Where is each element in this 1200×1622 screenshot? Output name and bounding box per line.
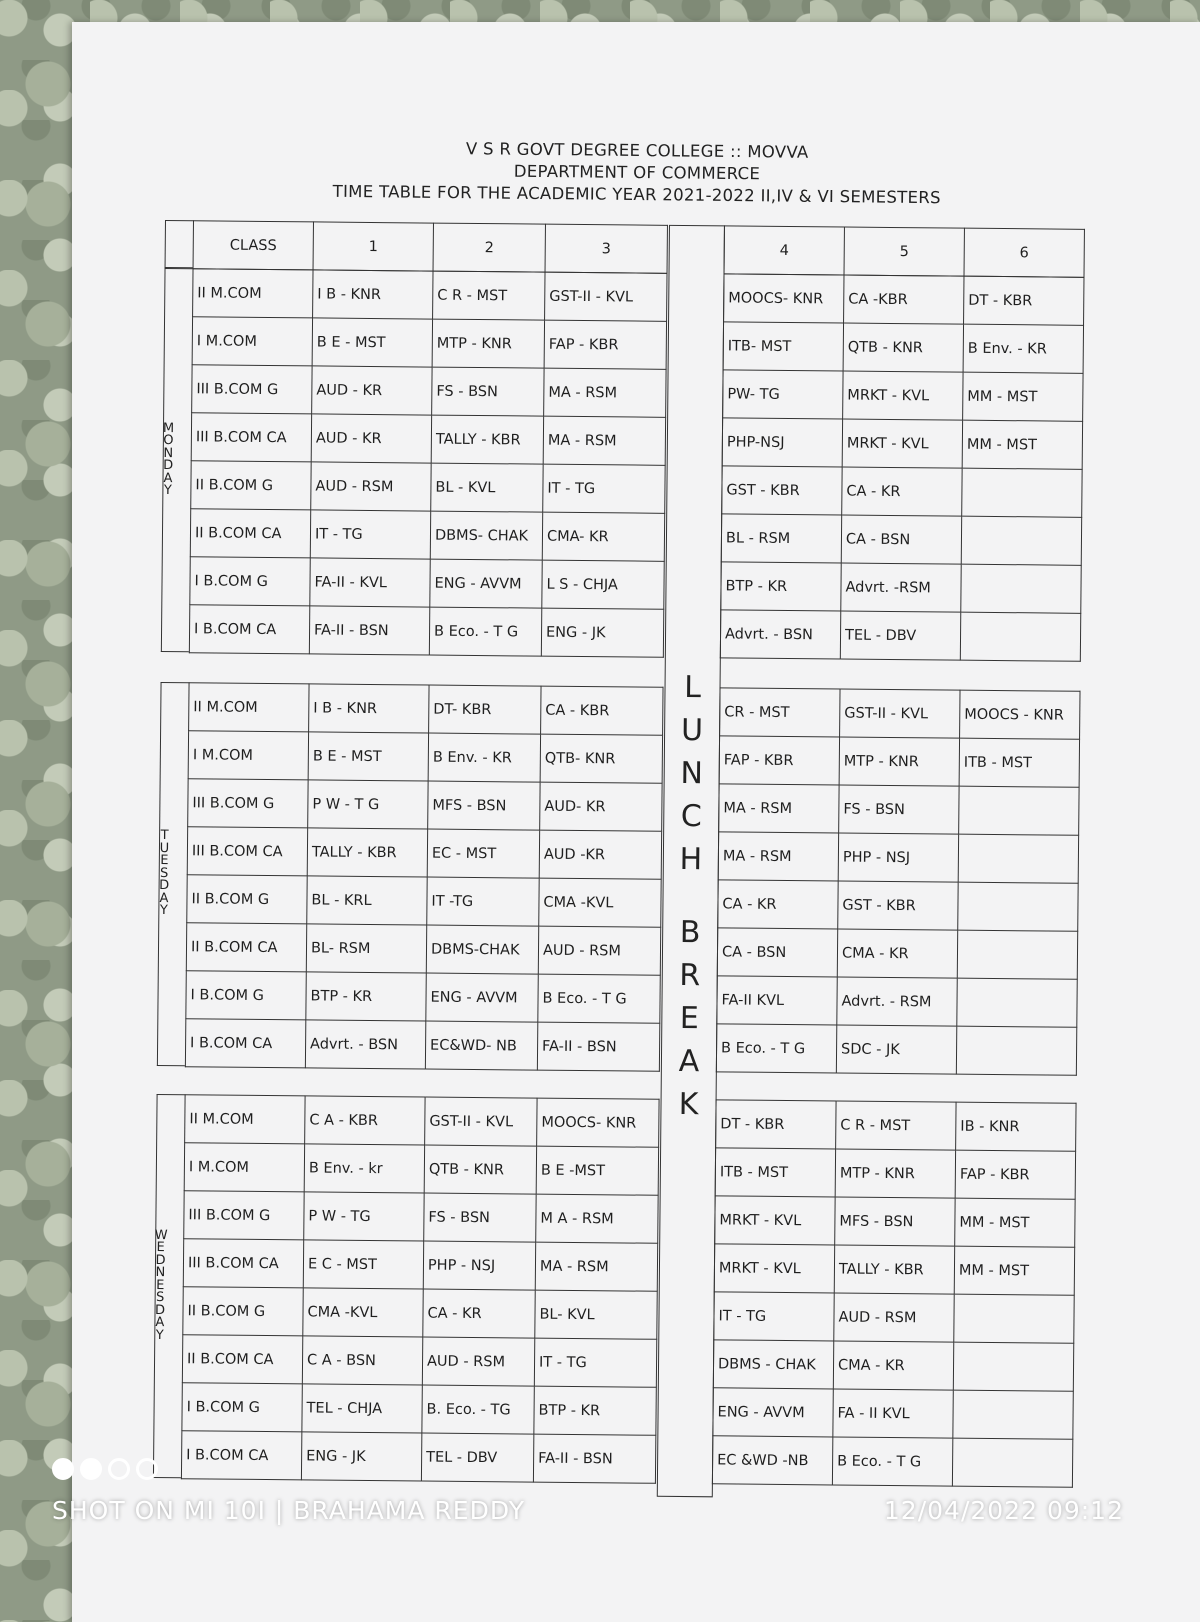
table-row	[717, 928, 1077, 979]
period-2-cell: AUD - RSM	[422, 1337, 534, 1386]
period-1-cell: C A - BSN	[302, 1336, 422, 1385]
period-5-cell: Advrt. -RSM	[841, 563, 961, 612]
period-4-cell: FA-II KVL	[717, 976, 837, 1025]
period-5-cell: MRKT - KVL	[842, 419, 962, 468]
table-row	[183, 1239, 657, 1292]
table-row	[722, 466, 1082, 517]
period-1-cell: AUD - KR	[311, 414, 431, 463]
table-row	[720, 610, 1080, 661]
day-name: MONDAY	[162, 422, 175, 497]
period-2-cell: BL - KVL	[431, 463, 543, 512]
period-2-cell: FS - BSN	[432, 367, 544, 416]
period-5-cell: MTP - KNR	[839, 737, 959, 786]
column-header-row	[165, 220, 1115, 229]
college-name: V S R GOVT DEGREE COLLEGE :: MOVVA	[72, 134, 1200, 168]
class-name-cell: I B.COM G	[190, 557, 310, 606]
period-3-cell: CA - KBR	[541, 686, 663, 735]
table-row	[192, 365, 666, 418]
period-3-cell: MA - RSM	[544, 368, 666, 417]
period-4-cell: BL - RSM	[721, 514, 841, 563]
timetable-sheet	[72, 22, 1200, 1622]
period-1-cell: B Env. - kr	[304, 1144, 424, 1193]
class-name-cell: III B.COM CA	[183, 1239, 303, 1288]
day-label-cell	[153, 1094, 185, 1478]
period-2-cell: EC&WD- NB	[425, 1021, 537, 1070]
period-1-cell: TEL - CHJA	[302, 1384, 422, 1433]
period-6-cell	[960, 612, 1080, 661]
table-row	[193, 269, 667, 322]
table-row	[716, 1024, 1076, 1075]
period-4-cell: ENG - AVVM	[713, 1388, 833, 1437]
period-6-cell	[961, 516, 1081, 565]
period-1-cell: B E - MST	[312, 318, 432, 367]
period-6-cell	[954, 1294, 1074, 1343]
table-row	[186, 971, 660, 1024]
period-5-cell: PHP - NSJ	[838, 833, 958, 882]
period-3-cell: IT - TG	[534, 1338, 656, 1387]
period-5-cell: SDC - JK	[836, 1025, 956, 1074]
period-6-header: 6	[964, 228, 1084, 277]
table-row	[190, 509, 664, 562]
period-6-cell: MOOCS - KNR	[960, 690, 1080, 739]
table-row	[186, 923, 660, 976]
dot-icon	[136, 1458, 158, 1480]
class-name-cell: II M.COM	[185, 1095, 305, 1144]
table-row	[714, 1244, 1074, 1295]
day-name: TUESDAY	[158, 830, 171, 918]
period-5-cell: MTP - KNR	[835, 1149, 955, 1198]
period-1-cell: CMA -KVL	[303, 1288, 423, 1337]
period-3-cell: L S - CHJA	[542, 560, 664, 609]
period-5-cell: GST - KBR	[838, 881, 958, 930]
table-row	[712, 1436, 1072, 1487]
timetable-grid	[165, 220, 1105, 229]
table-row	[192, 317, 666, 370]
day-block-wednesday	[157, 1094, 1107, 1103]
period-2-cell: TALLY - KBR	[431, 415, 543, 464]
period-2-header: 2	[433, 223, 545, 272]
class-name-cell: III B.COM G	[188, 779, 308, 828]
period-1-cell: I B - KNR	[313, 270, 433, 319]
period-4-cell: FAP - KBR	[719, 736, 839, 785]
class-name-cell: II B.COM CA	[190, 509, 310, 558]
period-6-cell	[957, 978, 1077, 1027]
period-6-cell	[953, 1390, 1073, 1439]
period-1-cell: TALLY - KBR	[307, 828, 427, 877]
period-3-cell: FA-II - BSN	[537, 1022, 659, 1071]
timetable-right-half	[712, 1099, 1077, 1487]
period-6-cell: FAP - KBR	[955, 1150, 1075, 1199]
class-name-cell: I B.COM CA	[185, 1019, 305, 1068]
table-row	[713, 1388, 1073, 1439]
period-2-cell: IT -TG	[427, 877, 539, 926]
table-row	[723, 322, 1083, 373]
table-row	[191, 461, 665, 514]
header-corner-cell	[165, 220, 193, 268]
class-name-cell: II B.COM CA	[182, 1335, 302, 1384]
period-3-cell: GST-II - KVL	[545, 272, 667, 321]
lunch-word: L U N C H	[679, 666, 704, 881]
timetable-left-half	[189, 268, 668, 658]
period-3-cell: BL- KVL	[535, 1290, 657, 1339]
period-6-cell	[957, 930, 1077, 979]
period-2-cell: DBMS- CHAK	[430, 511, 542, 560]
table-row	[190, 557, 664, 610]
period-3-cell: AUD - RSM	[538, 926, 660, 975]
period-4-cell: Advrt. - BSN	[720, 610, 840, 659]
table-row	[187, 875, 661, 928]
table-row	[185, 1095, 659, 1148]
period-3-cell: ENG - JK	[541, 608, 663, 657]
table-row	[181, 1431, 655, 1484]
period-6-cell: IB - KNR	[956, 1102, 1076, 1151]
class-name-cell: III B.COM CA	[191, 413, 311, 462]
period-3-cell: IT - TG	[543, 464, 665, 513]
period-4-cell: DT - KBR	[716, 1100, 836, 1149]
dot-icon	[108, 1458, 130, 1480]
period-4-cell: MA - RSM	[719, 784, 839, 833]
period-6-cell	[962, 468, 1082, 517]
period-1-cell: AUD - KR	[312, 366, 432, 415]
table-row	[718, 832, 1078, 883]
capture-datetime: 12/04/2022 09:12	[884, 1496, 1124, 1525]
period-5-cell: MRKT - KVL	[843, 371, 963, 420]
class-name-cell: II M.COM	[193, 269, 313, 318]
dot-icon	[52, 1458, 74, 1480]
class-name-cell: I M.COM	[192, 317, 312, 366]
period-3-cell: QTB- KNR	[540, 734, 662, 783]
table-row	[182, 1335, 656, 1388]
class-name-cell: II B.COM G	[191, 461, 311, 510]
period-2-cell: C R - MST	[433, 271, 545, 320]
period-5-cell: CA -KBR	[844, 275, 964, 324]
period-5-cell: CA - BSN	[841, 515, 961, 564]
period-6-cell	[959, 786, 1079, 835]
period-5-cell: TEL - DBV	[840, 611, 960, 660]
class-name-cell: I B.COM G	[186, 971, 306, 1020]
table-row	[720, 688, 1080, 739]
class-name-cell: II B.COM G	[187, 875, 307, 924]
break-word: B R E A K	[678, 911, 701, 1126]
class-name-cell: II B.COM G	[183, 1287, 303, 1336]
period-5-cell: TALLY - KBR	[834, 1245, 954, 1294]
camera-watermark	[52, 1496, 1152, 1536]
period-6-cell	[953, 1342, 1073, 1391]
table-row	[723, 370, 1083, 421]
period-6-cell	[956, 1026, 1076, 1075]
period-1-cell: AUD - RSM	[311, 462, 431, 511]
period-1-cell: ENG - JK	[301, 1432, 421, 1481]
table-row	[713, 1340, 1073, 1391]
dot-icon	[80, 1458, 102, 1480]
table-row	[183, 1287, 657, 1340]
period-2-cell: DBMS-CHAK	[426, 925, 538, 974]
period-4-cell: ITB - MST	[715, 1148, 835, 1197]
period-3-cell: FAP - KBR	[544, 320, 666, 369]
period-3-cell: MA - RSM	[535, 1242, 657, 1291]
period-5-cell: FS - BSN	[839, 785, 959, 834]
period-6-cell: MM - MST	[955, 1198, 1075, 1247]
period-6-cell: MM - MST	[963, 372, 1083, 421]
period-1-cell: I B - KNR	[309, 684, 429, 733]
period-1-cell: B E - MST	[308, 732, 428, 781]
table-row	[189, 605, 663, 658]
period-2-cell: CA - KR	[423, 1289, 535, 1338]
period-4-cell: EC &WD -NB	[712, 1436, 832, 1485]
period-5-cell: GST-II - KVL	[840, 689, 960, 738]
class-name-cell: III B.COM G	[192, 365, 312, 414]
period-5-cell: CMA - KR	[837, 929, 957, 978]
period-2-cell: EC - MST	[427, 829, 539, 878]
class-name-cell: I B.COM CA	[181, 1431, 301, 1480]
period-4-cell: IT - TG	[714, 1292, 834, 1341]
table-row	[718, 880, 1078, 931]
table-row	[188, 731, 662, 784]
timetable-title: TIME TABLE FOR THE ACADEMIC YEAR 2021-2022 II,IV & VI SEMESTERS	[72, 178, 1200, 212]
period-2-cell: ENG - AVVM	[430, 559, 542, 608]
table-row	[719, 784, 1079, 835]
period-1-header: 1	[313, 222, 433, 271]
period-4-cell: CR - MST	[720, 688, 840, 737]
period-4-cell: MRKT - KVL	[715, 1196, 835, 1245]
period-1-cell: BTP - KR	[306, 972, 426, 1021]
period-4-cell: BTP - KR	[721, 562, 841, 611]
class-column-header: CLASS	[193, 221, 313, 270]
period-1-cell: C A - KBR	[305, 1096, 425, 1145]
period-3-cell: B E -MST	[536, 1146, 658, 1195]
period-6-cell: DT - KBR	[964, 276, 1084, 325]
day-label-cell	[161, 268, 193, 652]
period-5-cell: Advrt. - RSM	[837, 977, 957, 1026]
period-3-cell: CMA -KVL	[539, 878, 661, 927]
period-4-cell: PHP-NSJ	[722, 418, 842, 467]
period-3-cell: BTP - KR	[534, 1386, 656, 1435]
table-row	[715, 1148, 1075, 1199]
period-6-cell: MM - MST	[954, 1246, 1074, 1295]
period-1-cell: Advrt. - BSN	[305, 1020, 425, 1069]
period-5-cell: CMA - KR	[833, 1341, 953, 1390]
document-header	[72, 134, 1200, 212]
period-4-cell: MOOCS- KNR	[724, 274, 844, 323]
period-1-cell: P W - T G	[308, 780, 428, 829]
period-5-header: 5	[844, 227, 964, 276]
table-row	[184, 1143, 658, 1196]
period-2-cell: DT- KBR	[429, 685, 541, 734]
table-row	[724, 274, 1084, 325]
day-name: WEDNESDAY	[154, 1230, 167, 1343]
timetable-left-half	[185, 682, 664, 1072]
table-row	[185, 1019, 659, 1072]
period-3-header: 3	[545, 224, 667, 273]
table-row	[187, 827, 661, 880]
class-name-cell: I M.COM	[188, 731, 308, 780]
table-row	[715, 1196, 1075, 1247]
period-3-cell: MOOCS- KNR	[537, 1098, 659, 1147]
period-4-header: 4	[724, 226, 844, 275]
period-2-cell: MTP - KNR	[432, 319, 544, 368]
period-1-cell: P W - TG	[304, 1192, 424, 1241]
period-3-cell: M A - RSM	[536, 1194, 658, 1243]
class-name-cell: III B.COM G	[184, 1191, 304, 1240]
timetable-right-half	[720, 273, 1085, 661]
period-5-cell: C R - MST	[836, 1101, 956, 1150]
table-row	[191, 413, 665, 466]
class-name-cell: II B.COM CA	[186, 923, 306, 972]
period-3-cell: B Eco. - T G	[538, 974, 660, 1023]
period-5-cell: MFS - BSN	[835, 1197, 955, 1246]
period-3-cell: AUD- KR	[540, 782, 662, 831]
period-2-cell: QTB - KNR	[424, 1145, 536, 1194]
period-5-cell: CA - KR	[842, 467, 962, 516]
table-row	[721, 514, 1081, 565]
period-2-cell: MFS - BSN	[428, 781, 540, 830]
period-6-cell	[958, 834, 1078, 883]
period-2-cell: PHP - NSJ	[423, 1241, 535, 1290]
period-3-cell: MA - RSM	[543, 416, 665, 465]
header-left	[193, 220, 668, 274]
period-5-cell: AUD - RSM	[834, 1293, 954, 1342]
period-4-cell: CA - KR	[718, 880, 838, 929]
table-row	[719, 736, 1079, 787]
period-2-cell: B Eco. - T G	[429, 607, 541, 656]
table-row	[722, 418, 1082, 469]
period-1-cell: FA-II - KVL	[310, 558, 430, 607]
timetable-right-half	[716, 687, 1081, 1075]
period-1-cell: IT - TG	[310, 510, 430, 559]
header-right	[724, 225, 1085, 277]
class-name-cell: III B.COM CA	[187, 827, 307, 876]
period-4-cell: MA - RSM	[718, 832, 838, 881]
period-1-cell: FA-II - BSN	[309, 606, 429, 655]
period-5-cell: QTB - KNR	[843, 323, 963, 372]
period-6-cell: MM - MST	[962, 420, 1082, 469]
period-4-cell: B Eco. - T G	[716, 1024, 836, 1073]
period-2-cell: B Env. - KR	[428, 733, 540, 782]
period-4-cell: PW- TG	[723, 370, 843, 419]
table-row	[716, 1100, 1076, 1151]
period-2-cell: TEL - DBV	[421, 1433, 533, 1482]
day-label-cell	[157, 682, 189, 1066]
period-4-cell: CA - BSN	[717, 928, 837, 977]
period-1-cell: E C - MST	[303, 1240, 423, 1289]
period-6-cell: B Env. - KR	[963, 324, 1083, 373]
period-1-cell: BL- RSM	[306, 924, 426, 973]
watermark-dots	[52, 1458, 164, 1482]
table-row	[188, 779, 662, 832]
period-3-cell: AUD -KR	[539, 830, 661, 879]
table-row	[189, 683, 663, 736]
period-1-cell: BL - KRL	[307, 876, 427, 925]
period-3-cell: FA-II - BSN	[533, 1434, 655, 1483]
period-2-cell: FS - BSN	[424, 1193, 536, 1242]
table-row	[184, 1191, 658, 1244]
class-name-cell: I B.COM CA	[189, 605, 309, 654]
class-name-cell: I B.COM G	[182, 1383, 302, 1432]
class-name-cell: I M.COM	[184, 1143, 304, 1192]
period-6-cell	[958, 882, 1078, 931]
period-4-cell: ITB- MST	[723, 322, 843, 371]
table-row	[721, 562, 1081, 613]
period-4-cell: GST - KBR	[722, 466, 842, 515]
table-row	[714, 1292, 1074, 1343]
period-6-cell	[961, 564, 1081, 613]
period-4-cell: MRKT - KVL	[714, 1244, 834, 1293]
department-name: DEPARTMENT OF COMMERCE	[72, 156, 1200, 190]
period-2-cell: B. Eco. - TG	[422, 1385, 534, 1434]
period-2-cell: ENG - AVVM	[426, 973, 538, 1022]
period-3-cell: CMA- KR	[542, 512, 664, 561]
period-6-cell	[952, 1438, 1072, 1487]
table-row	[717, 976, 1077, 1027]
period-4-cell: DBMS - CHAK	[713, 1340, 833, 1389]
timetable-left-half	[181, 1094, 660, 1484]
period-2-cell: GST-II - KVL	[425, 1097, 537, 1146]
period-5-cell: B Eco. - T G	[832, 1437, 952, 1486]
class-name-cell: II M.COM	[189, 683, 309, 732]
period-6-cell: ITB - MST	[959, 738, 1079, 787]
table-row	[182, 1383, 656, 1436]
camera-credit: SHOT ON MI 10I | BRAHAMA REDDY	[52, 1496, 525, 1525]
period-5-cell: FA - II KVL	[833, 1389, 953, 1438]
day-block-tuesday	[161, 682, 1111, 691]
